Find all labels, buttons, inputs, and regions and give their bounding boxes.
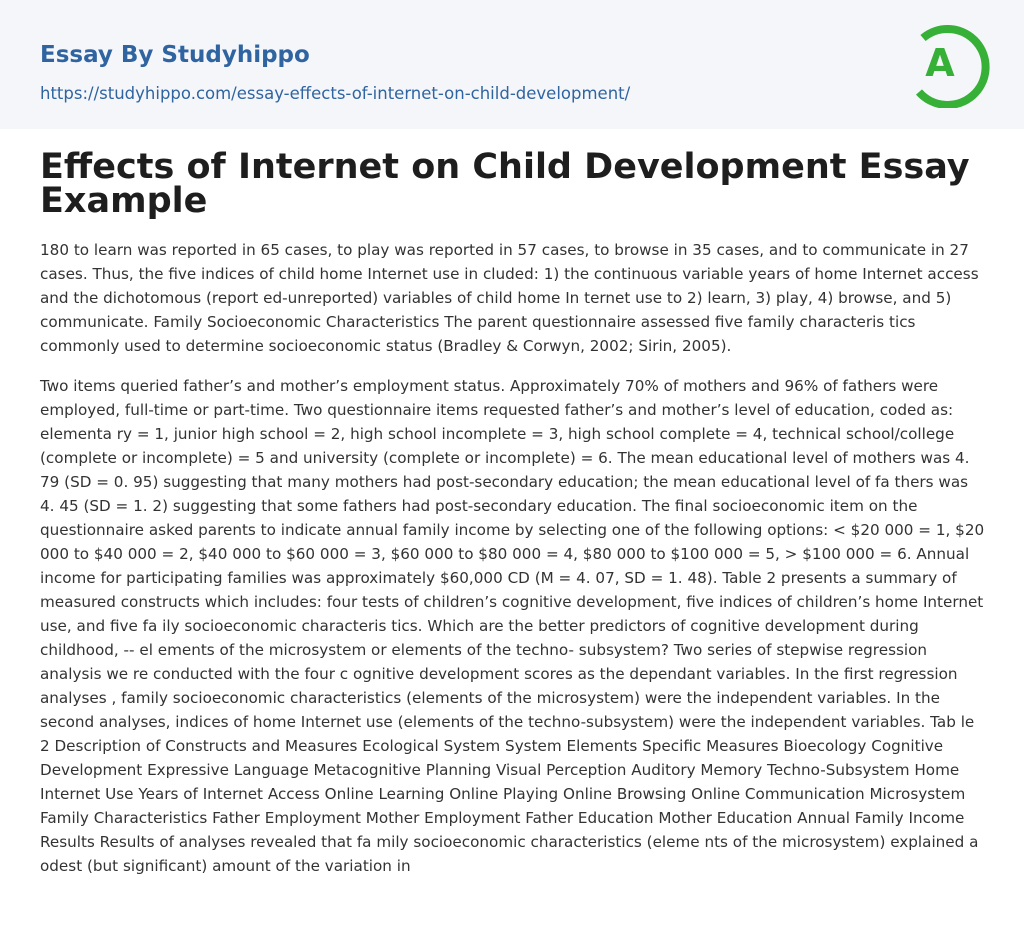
site-brand[interactable]: Essay By Studyhippo <box>40 42 310 68</box>
article-content <box>40 147 986 894</box>
article-paragraph-2: Two items queried father’s and mother’s employment status. Approximately 70% of mothers and 96% of fathers were employed, full-time or part-time. Two questionnaire items requested father’s and mother’s level of education, coded as: elementa ry = 1, junior high school = 2, high school incomplete = 3, high school complete = 4, technical school/college (complete or incomplete) = 5 and university (complete or incomplete) = 6. The mean educational level of mothers was 4. 79 (SD = 0. 95) suggesting that many mothers had post-secondary education; the mean educational level of fa thers was 4. 45 (SD = 1. 2) suggesting that some fathers had post-secondary education. The final socioeconomic item on the questionnaire asked parents to indicate annual family income by selecting one of the following options: < $20 000 = 1, $20 000 to $40 000 = 2, $40 000 to $60 000 = 3, $60 000 to $80 000 = 4, $80 000 to $100 000 = 5, > $100 000 = 6. Annual income for participating families was approximately $60,000 CD (M = 4. 07, SD = 1. 48). Table 2 presents a summary of measured constructs which includes: four tests of children’s cognitive development, five indices of children’s home Internet use, and five fa ily socioeconomic characteris tics. Which are the better predictors of cognitive development during childhood, -- el ements of the microsystem or elements of the techno- subsystem? Two series of stepwise regression analysis we re conducted with the four c ognitive development scores as the dependant variables. In the first regression analyses , family socioeconomic characteristics (elements of the microsystem) were the independent variables. In the second analyses, indices of home Internet use (elements of the techno-subsystem) were the independent variables. Tab le 2 Description of Constructs and Measures Ecological System System Elements Specific Measures Bioecology Cognitive Development Expressive Language Metacognitive Planning Visual Perception Auditory Memory Techno-Subsystem Home Internet Use Years of Internet Access Online Learning Online Playing Online Browsing Online Communication Microsystem Family Characteristics Father Employment Mother Employment Father Education Mother Education Annual Family Income Results Results of analyses revealed that fa mily socioeconomic characteristics (eleme nts of the microsystem) explained a odest (but significant) amount of the variation in <box>40 377 985 875</box>
logo-letter: A <box>925 41 955 85</box>
article-paragraph-1: 180 to learn was reported in 65 cases, to play was reported in 57 cases, to browse in 35 cases, and to communicate in 27 cases. Thus, the five indices of child home Internet use in cluded: 1) the continuous variable years of home Internet access and the dichotomous (report ed-unreported) variables of child home In ternet use to 2) learn, 3) play, 4) browse, and 5) communicate. Family Socioeconomic Characteristics The parent questionnaire assessed five family characteris tics commonly used to determine socioeconomic status (Bradley & Corwyn, 2002; Sirin, 2005). <box>40 241 979 355</box>
site-header <box>0 0 1024 129</box>
page-url-link[interactable]: https://studyhippo.com/essay-effects-of-internet-on-child-development/ <box>40 84 631 103</box>
studyhippo-logo-icon[interactable] <box>905 16 993 108</box>
article-title: Effects of Internet on Child Development Essay Example <box>40 147 970 221</box>
